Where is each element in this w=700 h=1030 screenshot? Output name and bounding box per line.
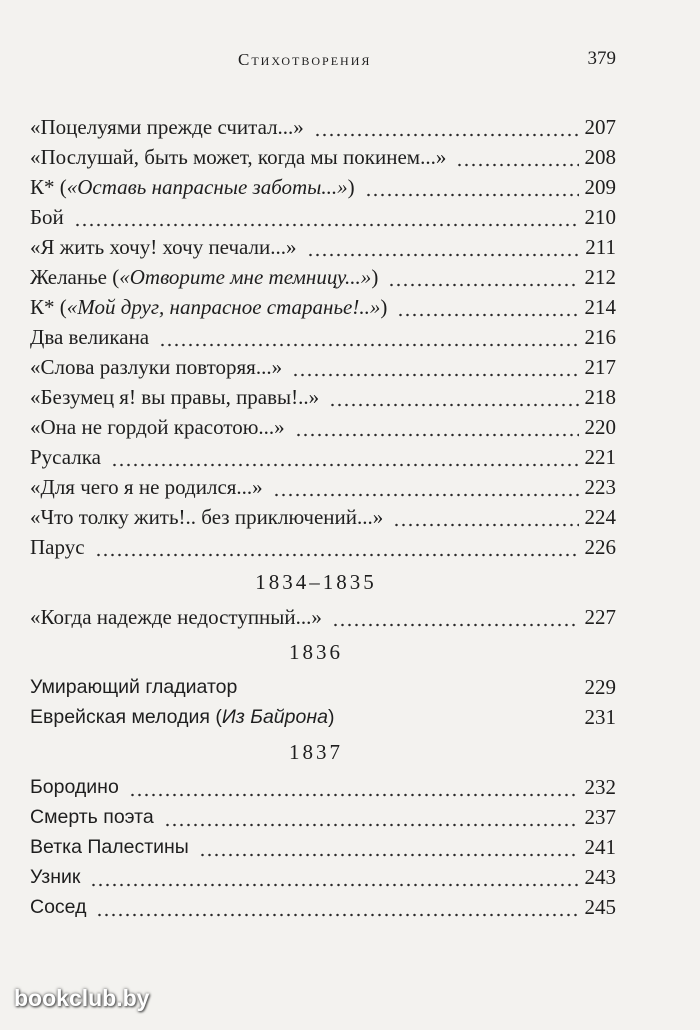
- toc-entry: [30, 142, 616, 172]
- toc-entry-title: [30, 202, 64, 232]
- toc-entry-title-text: «Для чего я не родился...»: [30, 475, 263, 499]
- toc-entry-page: 211: [585, 235, 616, 259]
- toc-entry-title-text: К* (: [30, 295, 67, 319]
- toc-entry-title-text: «Когда надежде недоступный...»: [30, 605, 322, 629]
- toc-entry-page: 243: [584, 865, 616, 889]
- toc-entry: [30, 532, 616, 562]
- toc-entry-title-text: Парус: [30, 535, 85, 559]
- toc-entry-title: [30, 672, 237, 702]
- toc-entry-page: 209: [584, 175, 616, 199]
- toc-entry-title-suffix: ): [347, 175, 355, 199]
- toc-group-1: [30, 112, 616, 562]
- toc-entry-title-text: «Поцелуями прежде считал...»: [30, 115, 304, 139]
- dot-leader: [456, 142, 578, 172]
- dot-leader: [393, 502, 578, 532]
- dot-leader: [397, 292, 578, 322]
- toc-entry-page: 216: [584, 325, 616, 349]
- toc-entry-title-text: Бородино: [30, 776, 119, 798]
- toc-entry-page: 221: [584, 445, 616, 469]
- toc-entry-title: [30, 502, 383, 532]
- toc-entry: [30, 172, 616, 202]
- toc-entry-title-text: «Я жить хочу! хочу печали...»: [30, 235, 297, 259]
- toc-entry-title-italic: «Оставь напрасные заботы...»: [66, 175, 348, 199]
- dot-leader: [164, 802, 579, 832]
- toc-entry: [30, 672, 616, 702]
- toc-entry-title: [30, 702, 334, 732]
- toc-entry-title: [30, 802, 154, 832]
- toc-entry: [30, 202, 616, 232]
- toc-entry-title-text: Ветка Палестины: [30, 836, 189, 858]
- toc-entry-title-text: Умирающий гладиатор: [30, 676, 238, 698]
- toc-entry-title-text: Сосед: [30, 896, 87, 918]
- toc-entry-title: [30, 232, 297, 262]
- toc-entry-title-text: «Слова разлуки повторяя...»: [30, 355, 283, 379]
- dot-leader: [307, 232, 580, 262]
- toc-entry-title-text: Еврейская мелодия (: [30, 706, 222, 728]
- toc-entry-page: 224: [584, 505, 616, 529]
- toc-group-4: [30, 772, 616, 922]
- toc-entry-page: 208: [584, 145, 616, 169]
- toc-entry: [30, 602, 616, 632]
- dot-leader: [388, 262, 578, 292]
- dot-leader: [344, 702, 578, 732]
- toc-entry: [30, 442, 616, 472]
- running-header-title: Стихотворения: [238, 50, 372, 69]
- toc-entry-page: 232: [584, 775, 616, 799]
- toc-entry-page: 241: [584, 835, 616, 859]
- toc-entry-page: 207: [584, 115, 616, 139]
- dot-leader: [74, 202, 579, 232]
- dot-leader: [90, 862, 578, 892]
- dot-leader: [273, 472, 579, 502]
- toc-entry: [30, 322, 616, 352]
- toc-entry-page: 212: [584, 265, 616, 289]
- toc-entry: [30, 262, 616, 292]
- toc-entry-title-text: «Она не гордой красотою...»: [30, 415, 285, 439]
- toc-group-3: [30, 672, 616, 732]
- toc-entry: [30, 382, 616, 412]
- toc-entry: [30, 112, 616, 142]
- toc-entry: [30, 472, 616, 502]
- toc-entry-title-suffix: ): [380, 295, 388, 319]
- toc-entry-page: 226: [584, 535, 616, 559]
- toc-entry: [30, 232, 616, 262]
- toc-entry-page: 245: [584, 895, 616, 919]
- toc-entry-page: 210: [584, 205, 616, 229]
- toc-entry-title: [30, 772, 119, 802]
- toc-entry: [30, 892, 616, 922]
- toc-entry: [30, 802, 616, 832]
- section-heading-1837: 1837: [289, 740, 343, 764]
- toc-entry-title-italic: «Мой друг, напрасное старанье!..»: [66, 295, 381, 319]
- toc-entry-title-italic: Из Байрона: [221, 706, 328, 728]
- dot-leader: [314, 112, 579, 142]
- toc-entry-title: [30, 532, 85, 562]
- toc-group-2: [30, 602, 616, 632]
- dot-leader: [295, 412, 579, 442]
- dot-leader: [96, 892, 578, 922]
- toc-entry: [30, 862, 616, 892]
- dot-leader: [329, 382, 578, 412]
- toc-entry-page: 223: [584, 475, 616, 499]
- toc-entry-title-text: Русалка: [30, 445, 101, 469]
- toc-entry-title-suffix: ): [371, 265, 379, 289]
- toc-entry-title: [30, 322, 149, 352]
- dot-leader: [129, 772, 579, 802]
- toc-entry-title-text: Желанье (: [30, 265, 120, 289]
- toc-entry-page: 217: [584, 355, 616, 379]
- dot-leader: [292, 352, 578, 382]
- toc-entry-title-suffix: ): [327, 706, 335, 728]
- table-of-contents: [30, 112, 616, 922]
- toc-entry: [30, 352, 616, 382]
- toc-entry: [30, 702, 616, 732]
- toc-entry-page: 218: [584, 385, 616, 409]
- toc-entry-title: [30, 262, 378, 292]
- toc-entry-title-text: «Послушай, быть может, когда мы покинем...»: [30, 145, 447, 169]
- dot-leader: [111, 442, 579, 472]
- toc-entry-title: [30, 602, 322, 632]
- toc-entry-page: 229: [584, 675, 616, 699]
- toc-entry-title-text: К* (: [30, 175, 67, 199]
- toc-entry-title: [30, 292, 387, 322]
- toc-entry-title: [30, 412, 285, 442]
- toc-entry: [30, 772, 616, 802]
- toc-entry-title: [30, 472, 263, 502]
- toc-entry-title-text: Узник: [30, 866, 81, 888]
- toc-entry-title-text: Бой: [30, 205, 64, 229]
- toc-entry-title: [30, 832, 189, 862]
- dot-leader: [332, 602, 579, 632]
- section-heading-1834-1835: 1834–1835: [255, 570, 377, 594]
- toc-entry-title-text: Два великана: [30, 325, 150, 349]
- toc-entry-title-text: «Безумец я! вы правы, правы!..»: [30, 385, 320, 409]
- toc-entry: [30, 502, 616, 532]
- toc-entry-page: 220: [584, 415, 616, 439]
- dot-leader: [199, 832, 579, 862]
- dot-leader: [159, 322, 578, 352]
- section-heading-1836: 1836: [289, 640, 343, 664]
- toc-entry-page: 227: [584, 605, 616, 629]
- page-number: 379: [587, 48, 616, 69]
- toc-entry-page: 231: [584, 705, 616, 729]
- toc-entry-title-text: Смерть поэта: [30, 806, 154, 828]
- toc-entry-title: [30, 172, 355, 202]
- toc-entry-title: [30, 892, 86, 922]
- toc-entry-title-italic: «Отворите мне темницу...»: [119, 265, 372, 289]
- toc-entry-title: [30, 142, 446, 172]
- toc-entry-title: [30, 442, 101, 472]
- toc-entry-title-text: «Что толку жить!.. без приключений...»: [30, 505, 384, 529]
- toc-entry: [30, 832, 616, 862]
- toc-entry-title: [30, 112, 304, 142]
- toc-entry-title: [30, 862, 80, 892]
- toc-entry: [30, 412, 616, 442]
- dot-leader: [365, 172, 579, 202]
- toc-entry-title: [30, 382, 319, 412]
- dot-leader: [247, 672, 578, 702]
- toc-entry-page: 214: [584, 295, 616, 319]
- toc-entry: [30, 292, 616, 322]
- watermark-text: bookclub.by: [14, 985, 150, 1011]
- toc-entry-title: [30, 352, 282, 382]
- dot-leader: [95, 532, 579, 562]
- toc-entry-page: 237: [584, 805, 616, 829]
